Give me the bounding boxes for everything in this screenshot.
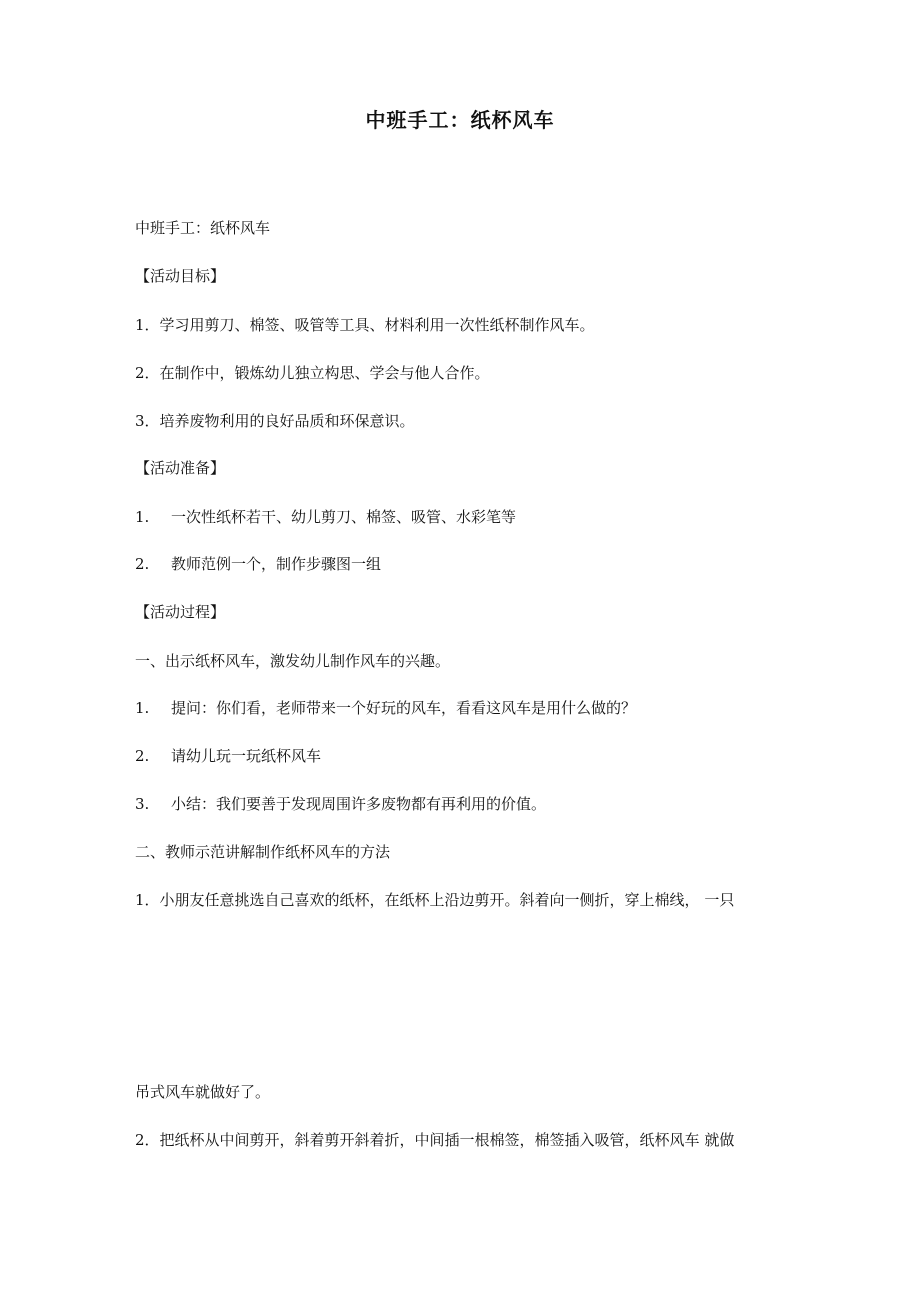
item-number: 3. (135, 795, 150, 813)
step2-item: 1．小朋友任意挑选自己喜欢的纸杯，在纸杯上沿边剪开。斜着向一侧折，穿上棉线， 一只 (135, 891, 735, 909)
item-text: 小结：我们要善于发现周围许多废物都有再利用的价值。 (171, 795, 547, 813)
goal-item: 3．培养废物利用的良好品质和环保意识。 (135, 412, 415, 430)
page-title: 中班手工：纸杯风车 (365, 108, 555, 132)
step2-heading: 二、教师示范讲解制作纸杯风车的方法 (135, 843, 391, 861)
prep-item (135, 505, 516, 529)
item-number: 2. (135, 555, 150, 573)
item-text: 一次性纸杯若干、幼儿剪刀、棉签、吸管、水彩笔等 (171, 508, 517, 526)
step1-item (135, 744, 321, 768)
goal-item: 1．学习用剪刀、棉签、吸管等工具、材料利用一次性纸杯制作风车。 (135, 316, 595, 334)
step1-heading: 一、出示纸杯风车，激发幼儿制作风车的兴趣。 (135, 652, 451, 670)
step1-item (135, 696, 636, 720)
process-heading: 【活动过程】 (135, 603, 226, 621)
step2-item: 2．把纸杯从中间剪开，斜着剪开斜着折，中间插一根棉签，棉签插入吸管，纸杯风车 就做 (135, 1131, 735, 1149)
item-text: 教师范例一个，制作步骤图一组 (171, 555, 382, 573)
step2-item-continuation: 吊式风车就做好了。 (135, 1083, 271, 1101)
item-number: 1. (135, 699, 150, 717)
prep-item (135, 552, 381, 576)
document-subtitle: 中班手工：纸杯风车 (135, 219, 271, 237)
item-text: 提问：你们看，老师带来一个好玩的风车，看看这风车是用什么做的？ (171, 699, 637, 717)
prep-heading: 【活动准备】 (135, 459, 226, 477)
step1-item (135, 792, 546, 816)
goals-heading: 【活动目标】 (135, 267, 226, 285)
item-number: 1. (135, 508, 150, 526)
item-text: 请幼儿玩一玩纸杯风车 (171, 747, 322, 765)
goal-item: 2．在制作中，锻炼幼儿独立构思、学会与他人合作。 (135, 364, 490, 382)
item-number: 2. (135, 747, 150, 765)
